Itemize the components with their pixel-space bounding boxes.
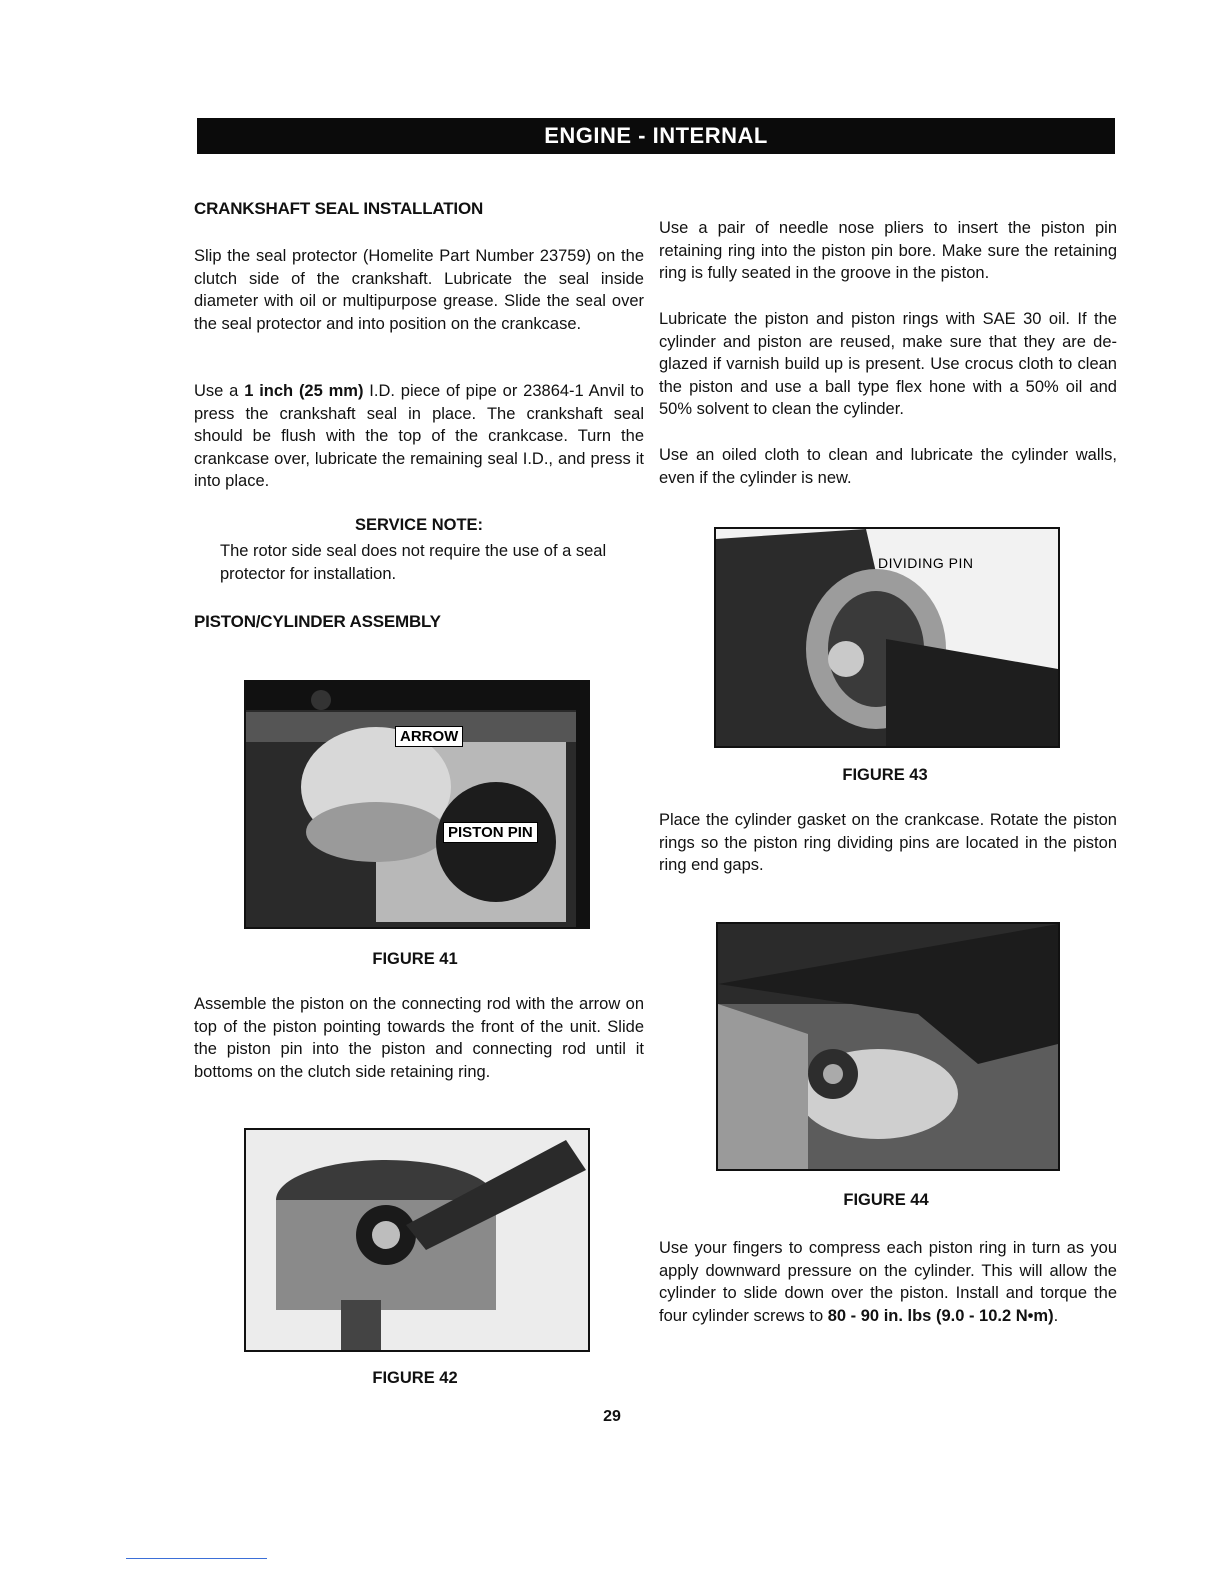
footer-divider [126, 1558, 267, 1559]
arrow-callout-label: ARROW [395, 726, 463, 747]
lubricate-piston-paragraph: Lubricate the piston and piston rings with SAE 30 oil. If the cylinder and piston are reused, make sure that they are de-glazed if varnish build up is present. Use crocus cloth to clean the piston and use a ball type flex hone with a 50% oil and 50% solvent to clean the cylinder. [659, 310, 1117, 418]
figure-41-caption: FIGURE 41 [372, 950, 458, 968]
piston-photo-illustration [246, 682, 588, 927]
figure-42-caption: FIGURE 42 [372, 1369, 458, 1387]
dividing-pin-callout-label: DIVIDING PIN [878, 555, 974, 571]
retaining-ring-paragraph: Use a pair of needle nose pliers to insert the piston pin retaining ring into the piston pin bore. Make sure the retaining ring is fully seated in the groove in the piston. [659, 219, 1117, 282]
figure-44-photo [716, 922, 1060, 1171]
figure-42-photo [244, 1128, 590, 1352]
section-banner: ENGINE - INTERNAL [197, 118, 1115, 154]
piston-cylinder-heading: PISTON/CYLINDER ASSEMBLY [194, 612, 441, 631]
crankshaft-paragraph-1: Slip the seal protector (Homelite Part Number 23759) on the clutch side of the crankshaft. Lubricate the seal inside diameter with oil or multipurpose grease. Slide the seal over the seal protector and into position on the crankcase. [194, 247, 644, 333]
figure-43-caption: FIGURE 43 [842, 766, 928, 784]
compress-rings-paragraph: Use your fingers to compress each piston ring in turn as you apply downward pressure on the cylinder. This will allow the cylinder to slide down over the piston. Install and torque the four cylinder screws to 80 - 90 in. lbs (9.0 - 10.2 N•m). [659, 1239, 1117, 1325]
cylinder-install-photo-illustration [718, 924, 1058, 1169]
crankshaft-paragraph-2: Use a 1 inch (25 mm) I.D. piece of pipe or 23864-1 Anvil to press the crankshaft seal in place. The crankshaft seal should be flush with the top of the crankcase. Turn the crankcase over, lubricate the remaining seal I.D., and press it into place. [194, 382, 644, 490]
page-number: 29 [603, 1408, 621, 1425]
cylinder-gasket-paragraph: Place the cylinder gasket on the crankcase. Rotate the piston rings so the piston ring dividing pins are located in the piston ring end gaps. [659, 811, 1117, 874]
figure-44-caption: FIGURE 44 [843, 1191, 929, 1209]
crankshaft-heading: CRANKSHAFT SEAL INSTALLATION [194, 199, 484, 218]
service-note-body: The rotor side seal does not require the use of a seal protector for installation. [220, 542, 607, 583]
service-note-title: SERVICE NOTE: [354, 516, 484, 534]
figure-41-photo [244, 680, 590, 929]
pliers-photo-illustration [246, 1130, 588, 1350]
oiled-cloth-paragraph: Use an oiled cloth to clean and lubricate the cylinder walls, even if the cylinder is new. [659, 446, 1117, 487]
piston-assembly-paragraph: Assemble the piston on the connecting rod with the arrow on top of the piston pointing towards the front of the unit. Slide the piston pin into the piston and connecting rod until it bottoms on the clutch side retaining ring. [194, 995, 644, 1081]
piston-pin-callout-label: PISTON PIN [443, 822, 538, 843]
